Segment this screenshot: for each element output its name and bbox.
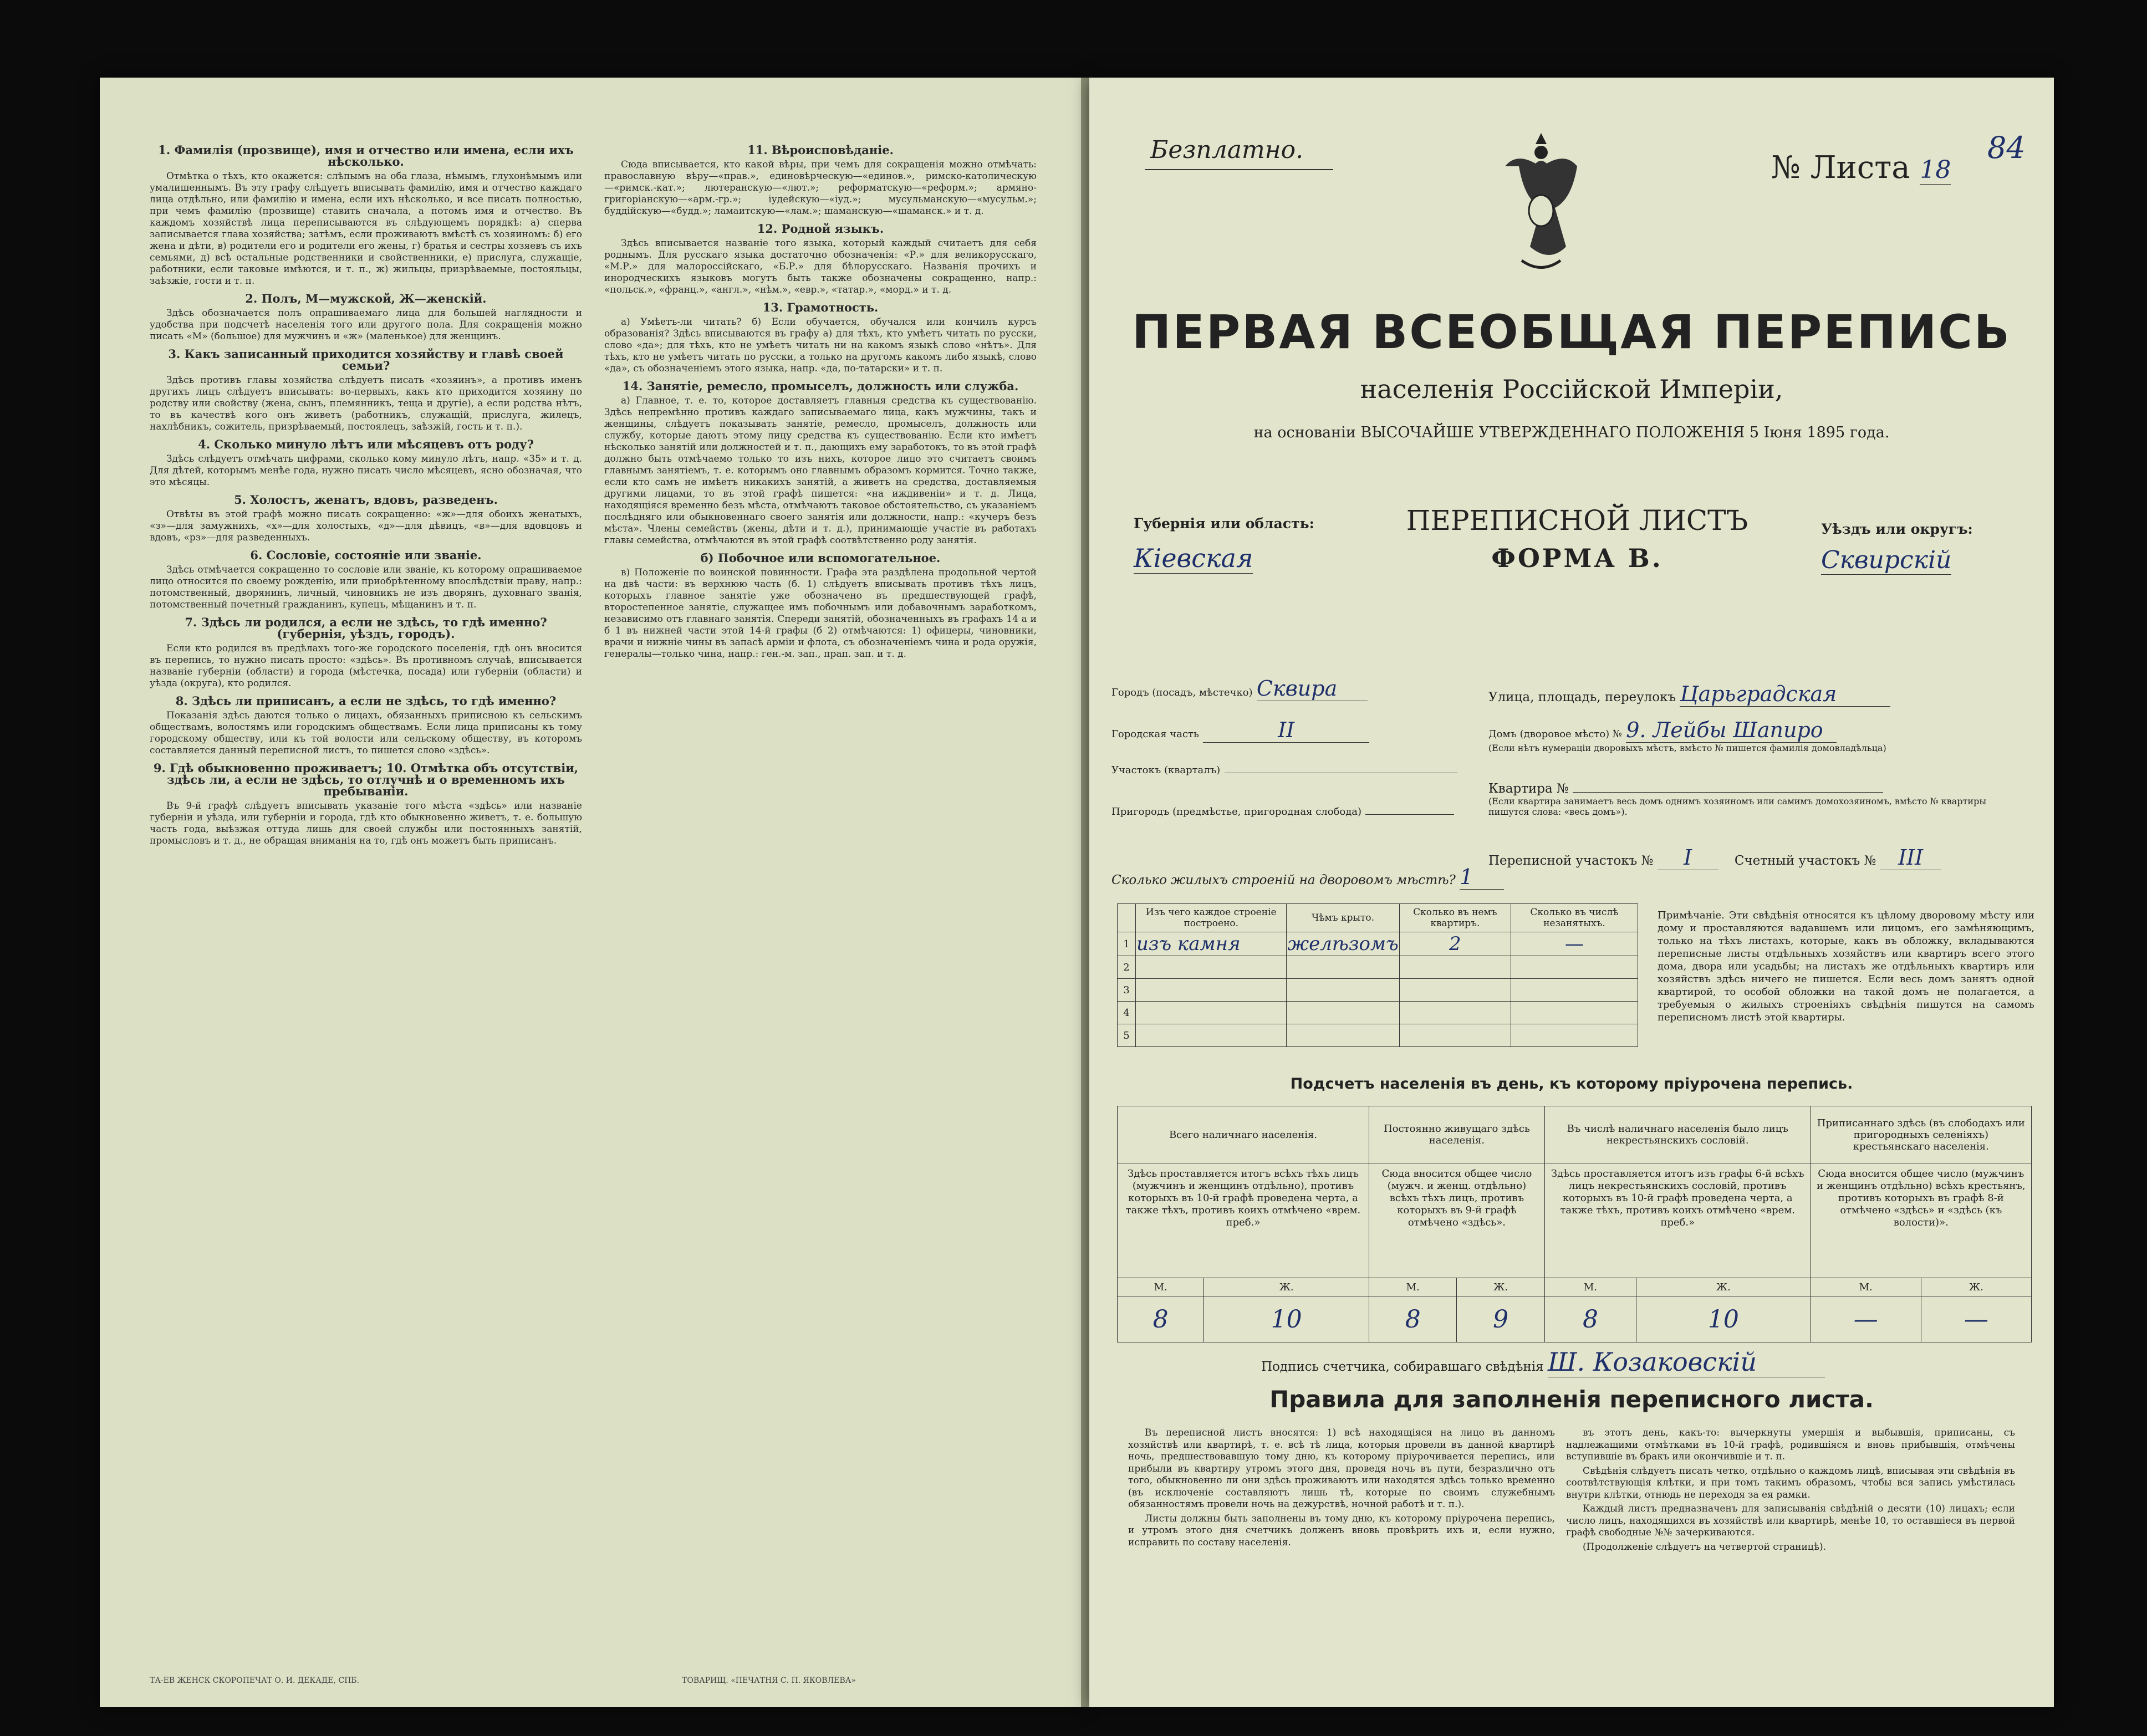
row-number: 2: [1118, 956, 1136, 979]
building-cell: [1136, 1002, 1287, 1024]
section-heading: 5. Холостъ, женатъ, вдовъ, разведенъ.: [234, 493, 498, 507]
gor-chast-field: Городская часть II: [1111, 718, 1369, 743]
count-title: Подсчетъ населенія въ день, къ которому пріурочена перепись.: [1290, 1075, 1853, 1092]
count-header: Постоянно живущаго здѣсь населенія.: [1369, 1106, 1545, 1163]
count-male: [1118, 1296, 1204, 1342]
rule-paragraph: (Продолженіе слѣдуетъ на четвертой страницѣ).: [1583, 1541, 1827, 1553]
section-text: Здѣсь отмѣчается сокращенно то сословіе или званіе, къ которому опрашиваемое лицо относится по своему рожденію, или приобрѣтенному впослѣдствіи праву, напр.: потомственный, дворянинъ, личный, чиновникъ не изъ дворянъ, духовнаго званія, потомственный почетный гражданинъ, купецъ, мѣщанинъ и т. п.: [150, 564, 582, 610]
building-row: [1118, 956, 1638, 979]
rule-paragraph: Въ переписной листъ вносятся: 1) всѣ находящіяся на лицо въ данномъ хозяйствѣ или квартирѣ, т. е. всѣ тѣ лица, которыя провели въ данной квартирѣ ночь, предшествовавшую тому дню, къ которому пріурочивается перепись, или прибыли въ квартиру утромъ этого дня, проведя ночь въ пути, безразлично отъ того, обыкновенно ли они здѣсь проживаютъ или находятся здѣсь только временно (въ исключеніе составляютъ лишь тѣ, которые по своимъ служебнымъ обязанностямъ провели ночь на дежурствѣ, ночной работѣ и т. п.).: [1128, 1427, 1555, 1510]
list-title: ПЕРЕПИСНОЙ ЛИСТЪ: [1406, 504, 1748, 537]
section-text: Здѣсь слѣдуетъ отмѣчать цифрами, сколько кому минуло лѣтъ, напр. «35» и т. д. Для дѣтей, которымъ менѣе года, нужно писать число мѣсяцевъ, ясно обозначая, что это мѣсяцы.: [150, 453, 582, 488]
right-page: [1089, 78, 2054, 1707]
section-text: Здѣсь вписывается названіе того языка, который каждый считаетъ для себя роднымъ. Для русскаго языка достаточно обозначенія: «Р.» для великорусскаго, «М.Р.» для малороссійскаго, «Б.Р.» для бѣлорусскаго. Названія прочихъ и инородческихъ языковъ могутъ быть также обозначены сокращенно, напр.: «польск.», «франц.», «англ.», «нѣм.», «евр.», «татар.», «морд.» и т. д.: [604, 238, 1037, 295]
building-cell: [1287, 956, 1399, 979]
left-page: [100, 78, 1081, 1707]
count-female: [1204, 1296, 1369, 1342]
building-cell: [1136, 956, 1287, 979]
building-roof: желѣзомъ: [1287, 933, 1399, 955]
count-description: Здѣсь проставляется итогъ изъ графы 6-й всѣхъ лицъ некрестьянскихъ сословій, противъ которыхъ въ 10-й графѣ проведена черта, а также тѣхъ, противъ коихъ отмѣчено «врем. преб.»: [1544, 1163, 1811, 1278]
building-cell: [1511, 932, 1638, 956]
section-text: Отмѣтка о тѣхъ, кто окажется: слѣпымъ на оба глаза, нѣмымъ, глухонѣмымъ или умалишеннымъ. Въ эту графу слѣдуетъ вписывать фамилію, имя и отчество каждаго лица отдѣльно, или фамилію и имена, если ихъ нѣсколько, и все писать полностью, при чемъ фамилію (прозвище) ставить сначала, а потомъ имя и отчество. Въ каждомъ хозяйствѣ лица переписываются въ слѣдующемъ порядкѣ: а) сперва записывается глава хозяйства; затѣмъ, если проживаютъ вмѣстѣ съ хозяиномъ: б) его жена и дѣти, в) родители его и родители его жены, г) братья и сестры хозяевъ съ ихъ семьями, д) всѣ остальные родственники и свойственники, е) прислуга, служащіе, работники, если таковые имѣются, и т. п., ж) жильцы, призрѣваемые, постояльцы, заѣзжіе, гости и т. п.: [150, 171, 582, 287]
uezd-value: Сквирскій: [1821, 546, 1952, 574]
building-cell: [1511, 1024, 1638, 1047]
double-headed-eagle-icon: [1488, 127, 1594, 277]
count-header: Всего наличнаго населенія.: [1118, 1106, 1369, 1163]
buildings-header: Сколько въ немъ квартиръ.: [1399, 904, 1511, 932]
section-text: в) Положеніе по воинской повинности. Графа эта раздѣлена продольной чертой на двѣ части: въ верхнюю часть (б. 1) слѣдуетъ вписывать противъ тѣхъ лицъ, которыхъ главное занятіе уже обозначено въ предшествующей графѣ, второстепенное занятіе, служащее имъ побочнымъ или добавочнымъ заработкомъ, независимо отъ главнаго занятія. Спереди занятій, обозначенныхъ въ графахъ 14 а и б 1 въ нижней части этой 14-й графы (б 2) отмѣчаются: 1) офицеры, чиновники, врачи и нижніе чины въ запасѣ арміи и флота, съ обозначеніемъ чина и рода оружія, генералы—только чина, напр.: ген.-м. зап., прап. зап. и т. д.: [604, 567, 1037, 660]
count-male: [1811, 1296, 1921, 1342]
rules-title: Правила для заполненія переписного листа.: [1269, 1386, 1874, 1413]
imprint-left: ТА-ЕВ ЖЕНСК СКОРОПЕЧАТ О. И. ДЕКАДЕ, СПБ.: [150, 1676, 360, 1685]
count-header: Приписаннаго здѣсь (въ слободахъ или пригородныхъ селеніяхъ) крестьянскаго населенія.: [1811, 1106, 2031, 1163]
section-heading: 6. Сословіе, состояніе или званіе.: [250, 548, 482, 562]
buildings-header: Сколько въ числѣ незанятыхъ.: [1511, 904, 1638, 932]
building-cell: [1287, 1002, 1399, 1024]
rule-paragraph: въ этотъ день, какъ-то: вычеркнуты умершія и выбывшія, приписаны, съ надлежащими отмѣтками въ 10-й графѣ, родившіяся и вновь прибывшія, отмѣчены вступившіе въ бракъ или окончившіе и т. п.: [1566, 1427, 2015, 1462]
gorod-field: Городъ (посадъ, мѣстечко) Сквира: [1111, 676, 1368, 701]
section-text: Здѣсь обозначается полъ опрашиваемаго лица для большей наглядности и удобства при подсчетѣ населенія того или другого пола. Для сокращенія можно писать «М» (большое) для мужчинъ и «ж» (маленькое) для женщинъ.: [150, 308, 582, 342]
sex-male-label: М.: [1811, 1278, 1921, 1296]
stroeniy-field: Сколько жилыхъ строеній на дворовомъ мѣстѣ? 1: [1111, 865, 1504, 890]
rules-column-2: [1566, 1427, 2015, 1555]
count-female-value: 10: [1707, 1305, 1739, 1334]
count-description: Сюда вносится общее число (мужчинъ и женщинъ отдѣльно) всѣхъ крестьянъ, противъ которыхъ въ графѣ 8-й отмѣчено «здѣсь» и «здѣсь (къ волости)».: [1811, 1163, 2031, 1278]
count-male-value: 8: [1582, 1305, 1598, 1334]
section-heading: б) Побочное или вспомогательное.: [700, 551, 941, 565]
building-cell: [1287, 979, 1399, 1002]
ulitsa-field: Улица, площадь, переулокъ Царьградская: [1488, 682, 1890, 707]
buildings-table: [1117, 903, 1638, 1047]
schet-uchastok-value: III: [1880, 845, 1941, 870]
rule-paragraph: Каждый листъ предназначенъ для записыванія свѣдѣній о десяти (10) лицахъ; если число лицъ, находящихся въ хозяйствѣ или квартирѣ, менѣе 10, то оставшіеся въ первой графѣ свободные №№ зачеркиваются.: [1566, 1503, 2015, 1538]
section-text: а) Умѣетъ-ли читать? б) Если обучается, обучался или кончилъ курсъ образованія? Здѣсь вписываются въ графу а) для тѣхъ, кто умѣетъ читать по русски, слово «да»; для тѣхъ, кто не умѣетъ читать ни на какомъ языкѣ слово «нѣтъ». Для тѣхъ, кто не умѣетъ читать по русски, а только на другомъ какомъ либо языкѣ, слово «да», съ обозначеніемъ этого языка, напр. «да, по-татарски» и т. п.: [604, 316, 1037, 374]
count-male-value: 8: [1405, 1305, 1421, 1334]
row-number: 5: [1118, 1024, 1136, 1047]
enumerator-signature: Подпись счетчика, собиравшаго свѣдѣнія Ш. Козаковскій: [1261, 1347, 1825, 1377]
sex-female-label: Ж.: [1457, 1278, 1544, 1296]
prigorod-field: Пригородъ (предмѣстье, пригородная слобода): [1111, 804, 1454, 818]
section-heading: 1. Фамилія (прозвище), имя и отчество или имена, если ихъ нѣсколько.: [158, 143, 574, 169]
count-male-value: 8: [1152, 1305, 1169, 1334]
building-cell: [1287, 932, 1399, 956]
buildings-header: Изъ чего каждое строеніе построено.: [1136, 904, 1287, 932]
count-female: [1636, 1296, 1811, 1342]
row-number: 1: [1118, 932, 1136, 956]
sex-male-label: М.: [1118, 1278, 1204, 1296]
building-material: изъ камня: [1136, 933, 1241, 955]
guberniya-label: Губернія или область:: [1134, 515, 1314, 532]
perepis-uchastok-field: Переписной участокъ № I Счетный участокъ № III: [1488, 845, 1941, 870]
building-row: [1118, 1024, 1638, 1047]
section-heading: 12. Родной языкъ.: [757, 222, 884, 236]
section-heading: 8. Здѣсь ли приписанъ, а если не здѣсь, то гдѣ именно?: [175, 694, 557, 708]
count-description: Здѣсь проставляется итогъ всѣхъ тѣхъ лицъ (мужчинъ и женщинъ отдѣльно), противъ которыхъ въ 10-й графѣ проведена черта, а также тѣхъ, противъ коихъ отмѣчено «врем. преб.»: [1118, 1163, 1369, 1278]
form-type: ФОРМА В.: [1491, 543, 1663, 573]
population-count-table: [1117, 1106, 2032, 1342]
section-heading: 9. Гдѣ обыкновенно проживаетъ; 10. Отмѣтка объ отсутствіи, здѣсь ли, а если не здѣсь, то отлучнѣ и о временномъ ихъ пребываніи.: [153, 761, 579, 798]
section-heading: 4. Сколько минуло лѣтъ или мѣсяцевъ отъ роду?: [198, 437, 534, 451]
section-text: Если кто родился въ предѣлахъ того-же городского поселенія, гдѣ онъ вносится въ перепись, то нужно писать просто: «здѣсь». Въ противномъ случаѣ, вписывается названіе губерніи (области) и города (мѣстечка, посада) или губерніи (области) и уѣзда (округа), кто родился.: [150, 643, 582, 689]
section-heading: 11. Вѣроисповѣданіе.: [747, 143, 894, 157]
count-header: Въ числѣ наличнаго населенія было лицъ некрестьянскихъ сословій.: [1544, 1106, 1811, 1163]
dom-value: 9. Лейбы Шапиро: [1626, 718, 1837, 743]
sex-male-label: М.: [1544, 1278, 1636, 1296]
count-male: [1544, 1296, 1636, 1342]
section-text: Показанія здѣсь даются только о лицахъ, обязанныхъ приписною къ сельскимъ обществамъ, волостямъ или городскимъ обществамъ. Если лица приписаны къ тому городскому обществу, или къ той волости или сельскому обществу, въ которомъ составляется данный переписной листъ, то пишется слово «здѣсь».: [150, 710, 582, 756]
section-text: а) Главное, т. е. то, которое доставляетъ главныя средства къ существованію. Здѣсь непремѣнно противъ каждаго записываемаго лица, какъ мужчины, такъ и женщины, слѣдуетъ показывать занятіе, ремесло, промыселъ, должность или службу, которые даютъ этому лицу средства къ существованію. Если кто имѣетъ нѣсколько занятій или должностей и т. п., дающихъ ему заработокъ, то въ этой графѣ должно быть отмѣчаемо только то изъ нихъ, которое лицо это считаетъ своимъ главнымъ занятіемъ, т. е. которымъ оно главнымъ образомъ кормится. Точно также, если кто самъ не имѣетъ никакихъ занятій, а живетъ на средства, доставляемыя другими лицами, то въ этой графѣ пишется: «на иждивеніи» и т. д. Лица, находящіяся временно безъ мѣста, отмѣчаютъ таковое обстоятельство, съ указаніемъ послѣдняго или обыкновеннаго своего занятія или должности, напр.: «кучеръ безъ мѣста». Члены семействъ (жены, дѣти и т. д.), принимающіе участіе въ работахъ главы семейства, отмѣчаются въ этой графѣ соотвѣтственно роду занятія.: [604, 395, 1037, 546]
gor-chast-value: II: [1203, 718, 1369, 743]
section-heading: 14. Занятіе, ремесло, промыселъ, должность или служба.: [622, 379, 1019, 393]
building-cell: [1399, 979, 1511, 1002]
book-gutter: [1081, 78, 1089, 1707]
census-basis: на основаніи ВЫСОЧАЙШЕ УТВЕРЖДЕННАГО ПОЛОЖЕНІЯ 5 Іюня 1895 года.: [1253, 424, 1890, 441]
building-cell: [1287, 1024, 1399, 1047]
section-text: Отвѣты въ этой графѣ можно писать сокращенно: «ж»—для обоихъ женатыхъ, «з»—для замужнихъ, «х»—для холостыхъ, «д»—для дѣвицъ, «в»—для вдовцовъ и вдовъ, «рз»—для разведенныхъ.: [150, 509, 582, 543]
ulitsa-value: Царьградская: [1680, 682, 1890, 707]
building-vacant: —: [1564, 933, 1584, 955]
instructions-column-2: [604, 139, 1037, 662]
count-female-value: 10: [1271, 1305, 1302, 1334]
count-female-value: 9: [1493, 1305, 1509, 1334]
section-heading: 13. Грамотность.: [762, 300, 879, 314]
section-heading: 2. Полъ, М—мужской, Ж—женскій.: [245, 292, 487, 305]
building-cell: [1511, 1002, 1638, 1024]
sheet-number-label: № Листа 18: [1771, 150, 1951, 186]
building-cell: [1511, 956, 1638, 979]
building-cell: [1136, 932, 1287, 956]
perepis-uchastok-value: I: [1658, 845, 1718, 870]
building-cell: [1511, 979, 1638, 1002]
free-label: Безплатно.: [1150, 136, 1304, 164]
rule-paragraph: Свѣдѣнія слѣдуетъ писать четко, отдѣльно о каждомъ лицѣ, вписывая эти свѣдѣнія въ соотвѣтствующія клѣтки, и при томъ такимъ образомъ, чтобы вся запись умѣстилась внутри клѣтки, отнюдь не переходя за ея рамки.: [1566, 1465, 2015, 1500]
sex-male-label: М.: [1369, 1278, 1457, 1296]
uezd-label: Уѣздъ или округъ:: [1821, 521, 1973, 537]
buildings-header: Чѣмъ крыто.: [1287, 904, 1399, 932]
note-primechanie: Примѣчаніе. Эти свѣдѣнія относятся къ цѣлому дворовому мѣсту или дому и проставляются вадавшемъ или лицомъ, его замѣняющимъ, только на тѣхъ листахъ, которые, какъ въ обложку, вкладываются переписные листы отдѣльныхъ хозяйствъ или квартиръ всего этого дома, двора или усадьбы; на листахъ же отдѣльныхъ квартиръ или хозяйствъ здѣсь ничего не пишется. Если весь домъ занятъ одной квартирой, то особой обложки на такой домъ не полагается, а требуемыя о жилыхъ строеніяхъ свѣдѣнія пишутся на самомъ переписномъ листѣ этой квартиры.: [1658, 910, 2034, 1023]
archive-page-number: 84: [1987, 130, 2026, 165]
building-cell: [1136, 979, 1287, 1002]
count-description: Сюда вносится общее число (мужч. и женщ. отдѣльно) всѣхъ тѣхъ лицъ, противъ которыхъ въ 9-й графѣ отмѣчено «здѣсь».: [1369, 1163, 1545, 1278]
section-text: Въ 9-й графѣ слѣдуетъ вписывать указаніе того мѣста «здѣсь» или названіе губерніи и уѣзда, или губерніи и города, гдѣ кто обыкновенно живетъ, т. е. большую часть года, выѣзжая оттуда лишь для своей службы или постоянныхъ занятій, промысловъ и т. д., не обращая вниманія на то, гдѣ онъ можетъ быть приписанъ.: [150, 800, 582, 846]
guberniya-value: Кіевская: [1134, 543, 1253, 573]
gorod-value: Сквира: [1257, 676, 1368, 701]
stroeniy-value: 1: [1460, 865, 1504, 890]
dom-field: Домъ (дворовое мѣсто) № 9. Лейбы Шапиро (Если нѣтъ нумераціи дворовыхъ мѣстъ, вмѣсто № пишется фамилія домовладѣльца): [1488, 718, 1886, 753]
imprint-right: ТОВАРИЩ. «ПЕЧАТНЯ С. П. ЯКОВЛЕВА»: [682, 1676, 856, 1685]
free-underline: [1145, 169, 1333, 170]
kvartira-field: Квартира № (Если квартира занимаетъ весь домъ однимъ хозяиномъ или самимъ домохозяиномъ, вмѣсто № квартиры пишутся слова: «весь домъ»).: [1488, 782, 1987, 817]
building-cell: [1399, 1024, 1511, 1047]
building-cell: [1399, 1002, 1511, 1024]
rules-column-1: [1128, 1427, 1555, 1551]
section-text: Сюда вписывается, кто какой вѣры, при чемъ для сокращенія можно отмѣчать: православную вѣру—«прав.», единовѣрческую—«единов.», римско-католическую—«римск.-кат.»; лютеранскую—«лют.»; реформатскую—«реформ.»; армяно-григоріанскую—«арм.-гр.»; іудейскую—«іуд.»; мусульманскую—«мусульм.»; буддійскую—«будд.»; ламаитскую—«лам.»; шаманскую—«шаманск.» и т. д.: [604, 159, 1037, 217]
count-male-value: —: [1853, 1305, 1878, 1334]
instructions-column-1: [150, 139, 582, 849]
rule-paragraph: Листы должны быть заполнены въ тому дню, къ которому пріурочена перепись, и утромъ этого дня счетчикъ долженъ вновь провѣрить ихъ и, если нужно, исправить по составу населенія.: [1128, 1513, 1555, 1548]
building-cell: [1136, 1024, 1287, 1047]
building-cell: [1399, 956, 1511, 979]
census-subtitle: населенія Россійской Имперіи,: [1360, 374, 1783, 404]
sex-female-label: Ж.: [1921, 1278, 2031, 1296]
count-female: [1921, 1296, 2031, 1342]
building-row: [1118, 979, 1638, 1002]
row-number: 3: [1118, 979, 1136, 1002]
count-female: [1457, 1296, 1544, 1342]
section-text: Здѣсь противъ главы хозяйства слѣдуетъ писать «хозяинъ», а противъ именъ другихъ лицъ слѣдуетъ вписывать: во-первыхъ, какъ кто приходится хозяину по родству или свойству (жена, сынъ, племянникъ, теща и другіе), а если родства нѣтъ, то въ качествѣ кого онъ живетъ (работникъ, служащій, прислуга, жилецъ, нахлѣбникъ, сожитель, призрѣваемый, постоялецъ, заѣзжій, гость и т. п.).: [150, 375, 582, 432]
building-row: [1118, 932, 1638, 956]
row-number: 4: [1118, 1002, 1136, 1024]
census-title: ПЕРВАЯ ВСЕОБЩАЯ ПЕРЕПИСЬ: [1132, 305, 2011, 359]
uchastok-field: Участокъ (кварталъ): [1111, 762, 1457, 777]
sex-female-label: Ж.: [1636, 1278, 1811, 1296]
sheet-number: 18: [1920, 156, 1951, 184]
sex-female-label: Ж.: [1204, 1278, 1369, 1296]
section-heading: 3. Какъ записанный приходится хозяйству и главѣ своей семьи?: [168, 347, 564, 372]
building-apts: 2: [1449, 933, 1461, 955]
signature-value: Ш. Козаковскій: [1548, 1347, 1825, 1377]
section-heading: 7. Здѣсь ли родился, а если не здѣсь, то гдѣ именно? (губернія, уѣздъ, городъ).: [185, 615, 547, 641]
building-cell: [1399, 932, 1511, 956]
count-male: [1369, 1296, 1457, 1342]
building-row: [1118, 1002, 1638, 1024]
count-female-value: —: [1964, 1305, 1988, 1334]
